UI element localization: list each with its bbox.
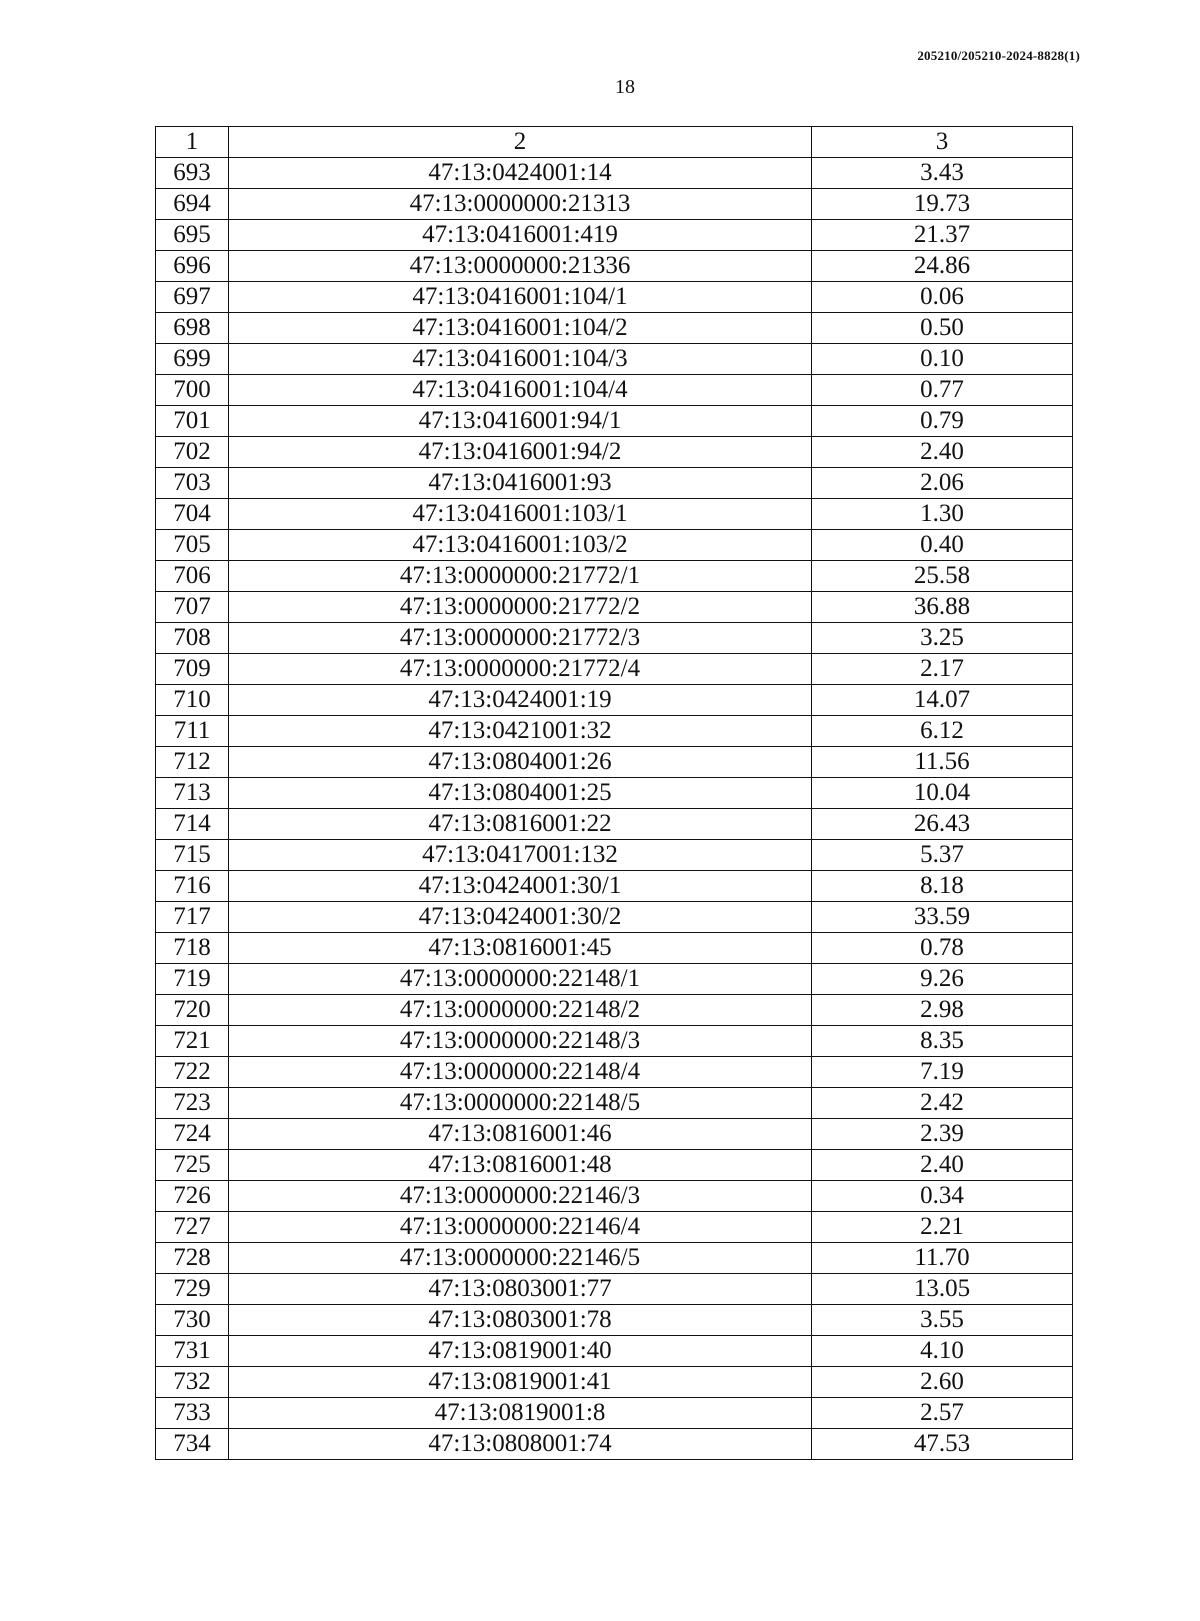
area-value-cell: 8.18 — [812, 871, 1073, 902]
cadastral-number-cell: 47:13:0000000:22148/1 — [229, 964, 812, 995]
row-number-cell: 724 — [156, 1119, 229, 1150]
area-value-cell: 0.34 — [812, 1181, 1073, 1212]
cadastral-table — [155, 126, 1073, 1460]
table-row — [156, 189, 1073, 220]
row-number-cell: 720 — [156, 995, 229, 1026]
row-number-cell: 723 — [156, 1088, 229, 1119]
table-row — [156, 1398, 1073, 1429]
table-row — [156, 654, 1073, 685]
cadastral-number-cell: 47:13:0424001:30/1 — [229, 871, 812, 902]
row-number-cell: 701 — [156, 406, 229, 437]
area-value-cell: 0.50 — [812, 313, 1073, 344]
table-row — [156, 1336, 1073, 1367]
row-number-cell: 712 — [156, 747, 229, 778]
table-row — [156, 716, 1073, 747]
table-row — [156, 964, 1073, 995]
table-row — [156, 623, 1073, 654]
row-number-cell: 715 — [156, 840, 229, 871]
row-number-cell: 731 — [156, 1336, 229, 1367]
cadastral-number-cell: 47:13:0819001:41 — [229, 1367, 812, 1398]
area-value-cell: 47.53 — [812, 1429, 1073, 1460]
row-number-cell: 717 — [156, 902, 229, 933]
table-row — [156, 530, 1073, 561]
column-header: 1 — [156, 127, 229, 158]
table-row — [156, 1119, 1073, 1150]
cadastral-number-cell: 47:13:0416001:104/1 — [229, 282, 812, 313]
area-value-cell: 0.77 — [812, 375, 1073, 406]
area-value-cell: 0.06 — [812, 282, 1073, 313]
area-value-cell: 2.40 — [812, 437, 1073, 468]
row-number-cell: 716 — [156, 871, 229, 902]
cadastral-number-cell: 47:13:0808001:74 — [229, 1429, 812, 1460]
row-number-cell: 702 — [156, 437, 229, 468]
row-number-cell: 722 — [156, 1057, 229, 1088]
cadastral-number-cell: 47:13:0816001:46 — [229, 1119, 812, 1150]
row-number-cell: 721 — [156, 1026, 229, 1057]
row-number-cell: 718 — [156, 933, 229, 964]
area-value-cell: 21.37 — [812, 220, 1073, 251]
area-value-cell: 36.88 — [812, 592, 1073, 623]
table-row — [156, 1212, 1073, 1243]
area-value-cell: 2.39 — [812, 1119, 1073, 1150]
area-value-cell: 24.86 — [812, 251, 1073, 282]
table-row — [156, 871, 1073, 902]
row-number-cell: 697 — [156, 282, 229, 313]
area-value-cell: 0.79 — [812, 406, 1073, 437]
cadastral-number-cell: 47:13:0424001:19 — [229, 685, 812, 716]
table-row — [156, 1026, 1073, 1057]
row-number-cell: 733 — [156, 1398, 229, 1429]
table-row — [156, 809, 1073, 840]
row-number-cell: 714 — [156, 809, 229, 840]
area-value-cell: 3.43 — [812, 158, 1073, 189]
area-value-cell: 11.70 — [812, 1243, 1073, 1274]
cadastral-number-cell: 47:13:0816001:48 — [229, 1150, 812, 1181]
column-header: 2 — [229, 127, 812, 158]
area-value-cell: 2.17 — [812, 654, 1073, 685]
table-row — [156, 406, 1073, 437]
row-number-cell: 734 — [156, 1429, 229, 1460]
table-header-row — [156, 127, 1073, 158]
cadastral-number-cell: 47:13:0000000:22148/4 — [229, 1057, 812, 1088]
cadastral-number-cell: 47:13:0000000:22146/4 — [229, 1212, 812, 1243]
table-row — [156, 1305, 1073, 1336]
table-row — [156, 158, 1073, 189]
row-number-cell: 695 — [156, 220, 229, 251]
area-value-cell: 11.56 — [812, 747, 1073, 778]
table-row — [156, 561, 1073, 592]
table-row — [156, 1088, 1073, 1119]
row-number-cell: 699 — [156, 344, 229, 375]
cadastral-number-cell: 47:13:0000000:21772/3 — [229, 623, 812, 654]
table-row — [156, 747, 1073, 778]
cadastral-number-cell: 47:13:0416001:104/4 — [229, 375, 812, 406]
table-row — [156, 282, 1073, 313]
area-value-cell: 7.19 — [812, 1057, 1073, 1088]
cadastral-number-cell: 47:13:0803001:77 — [229, 1274, 812, 1305]
area-value-cell: 3.55 — [812, 1305, 1073, 1336]
area-value-cell: 13.05 — [812, 1274, 1073, 1305]
table-row — [156, 995, 1073, 1026]
cadastral-number-cell: 47:13:0000000:21772/2 — [229, 592, 812, 623]
cadastral-number-cell: 47:13:0816001:45 — [229, 933, 812, 964]
row-number-cell: 700 — [156, 375, 229, 406]
row-number-cell: 713 — [156, 778, 229, 809]
cadastral-number-cell: 47:13:0000000:22148/5 — [229, 1088, 812, 1119]
table-row — [156, 437, 1073, 468]
area-value-cell: 2.60 — [812, 1367, 1073, 1398]
table-row — [156, 592, 1073, 623]
cadastral-number-cell: 47:13:0000000:21772/4 — [229, 654, 812, 685]
area-value-cell: 2.98 — [812, 995, 1073, 1026]
area-value-cell: 3.25 — [812, 623, 1073, 654]
table-row — [156, 685, 1073, 716]
cadastral-number-cell: 47:13:0000000:21336 — [229, 251, 812, 282]
area-value-cell: 26.43 — [812, 809, 1073, 840]
cadastral-number-cell: 47:13:0000000:22146/3 — [229, 1181, 812, 1212]
table-row — [156, 1243, 1073, 1274]
area-value-cell: 14.07 — [812, 685, 1073, 716]
area-value-cell: 0.78 — [812, 933, 1073, 964]
row-number-cell: 710 — [156, 685, 229, 716]
cadastral-number-cell: 47:13:0416001:93 — [229, 468, 812, 499]
row-number-cell: 732 — [156, 1367, 229, 1398]
area-value-cell: 33.59 — [812, 902, 1073, 933]
table-row — [156, 902, 1073, 933]
cadastral-number-cell: 47:13:0819001:8 — [229, 1398, 812, 1429]
row-number-cell: 727 — [156, 1212, 229, 1243]
table-row — [156, 1057, 1073, 1088]
cadastral-number-cell: 47:13:0416001:419 — [229, 220, 812, 251]
cadastral-number-cell: 47:13:0000000:22146/5 — [229, 1243, 812, 1274]
row-number-cell: 706 — [156, 561, 229, 592]
cadastral-number-cell: 47:13:0416001:104/2 — [229, 313, 812, 344]
area-value-cell: 2.57 — [812, 1398, 1073, 1429]
cadastral-number-cell: 47:13:0416001:94/2 — [229, 437, 812, 468]
row-number-cell: 693 — [156, 158, 229, 189]
area-value-cell: 2.21 — [812, 1212, 1073, 1243]
cadastral-number-cell: 47:13:0416001:103/2 — [229, 530, 812, 561]
row-number-cell: 725 — [156, 1150, 229, 1181]
row-number-cell: 729 — [156, 1274, 229, 1305]
area-value-cell: 5.37 — [812, 840, 1073, 871]
row-number-cell: 708 — [156, 623, 229, 654]
cadastral-number-cell: 47:13:0416001:103/1 — [229, 499, 812, 530]
area-value-cell: 0.10 — [812, 344, 1073, 375]
table-row — [156, 840, 1073, 871]
cadastral-number-cell: 47:13:0421001:32 — [229, 716, 812, 747]
area-value-cell: 4.10 — [812, 1336, 1073, 1367]
column-header: 3 — [812, 127, 1073, 158]
row-number-cell: 704 — [156, 499, 229, 530]
cadastral-number-cell: 47:13:0416001:94/1 — [229, 406, 812, 437]
table-row — [156, 778, 1073, 809]
cadastral-number-cell: 47:13:0819001:40 — [229, 1336, 812, 1367]
cadastral-number-cell: 47:13:0424001:14 — [229, 158, 812, 189]
row-number-cell: 703 — [156, 468, 229, 499]
row-number-cell: 711 — [156, 716, 229, 747]
row-number-cell: 730 — [156, 1305, 229, 1336]
page-number: 18 — [615, 76, 635, 98]
area-value-cell: 10.04 — [812, 778, 1073, 809]
row-number-cell: 705 — [156, 530, 229, 561]
table-row — [156, 251, 1073, 282]
cadastral-number-cell: 47:13:0803001:78 — [229, 1305, 812, 1336]
table-row — [156, 1274, 1073, 1305]
table-row — [156, 313, 1073, 344]
table-row — [156, 1181, 1073, 1212]
area-value-cell: 0.40 — [812, 530, 1073, 561]
row-number-cell: 707 — [156, 592, 229, 623]
cadastral-number-cell: 47:13:0804001:25 — [229, 778, 812, 809]
cadastral-number-cell: 47:13:0000000:21313 — [229, 189, 812, 220]
table-row — [156, 1429, 1073, 1460]
table-row — [156, 1150, 1073, 1181]
cadastral-number-cell: 47:13:0804001:26 — [229, 747, 812, 778]
area-value-cell: 2.06 — [812, 468, 1073, 499]
area-value-cell: 9.26 — [812, 964, 1073, 995]
cadastral-number-cell: 47:13:0417001:132 — [229, 840, 812, 871]
table-row — [156, 1367, 1073, 1398]
row-number-cell: 709 — [156, 654, 229, 685]
cadastral-number-cell: 47:13:0424001:30/2 — [229, 902, 812, 933]
area-value-cell: 8.35 — [812, 1026, 1073, 1057]
table-row — [156, 344, 1073, 375]
cadastral-number-cell: 47:13:0000000:22148/3 — [229, 1026, 812, 1057]
area-value-cell: 6.12 — [812, 716, 1073, 747]
row-number-cell: 726 — [156, 1181, 229, 1212]
area-value-cell: 1.30 — [812, 499, 1073, 530]
row-number-cell: 719 — [156, 964, 229, 995]
cadastral-number-cell: 47:13:0416001:104/3 — [229, 344, 812, 375]
area-value-cell: 2.42 — [812, 1088, 1073, 1119]
row-number-cell: 696 — [156, 251, 229, 282]
table-row — [156, 375, 1073, 406]
cadastral-number-cell: 47:13:0000000:22148/2 — [229, 995, 812, 1026]
area-value-cell: 19.73 — [812, 189, 1073, 220]
table-row — [156, 499, 1073, 530]
row-number-cell: 728 — [156, 1243, 229, 1274]
table-row — [156, 468, 1073, 499]
table-row — [156, 220, 1073, 251]
cadastral-number-cell: 47:13:0816001:22 — [229, 809, 812, 840]
document-id: 205210/205210-2024-8828(1) — [917, 48, 1080, 63]
row-number-cell: 698 — [156, 313, 229, 344]
cadastral-number-cell: 47:13:0000000:21772/1 — [229, 561, 812, 592]
row-number-cell: 694 — [156, 189, 229, 220]
table-row — [156, 933, 1073, 964]
area-value-cell: 25.58 — [812, 561, 1073, 592]
area-value-cell: 2.40 — [812, 1150, 1073, 1181]
